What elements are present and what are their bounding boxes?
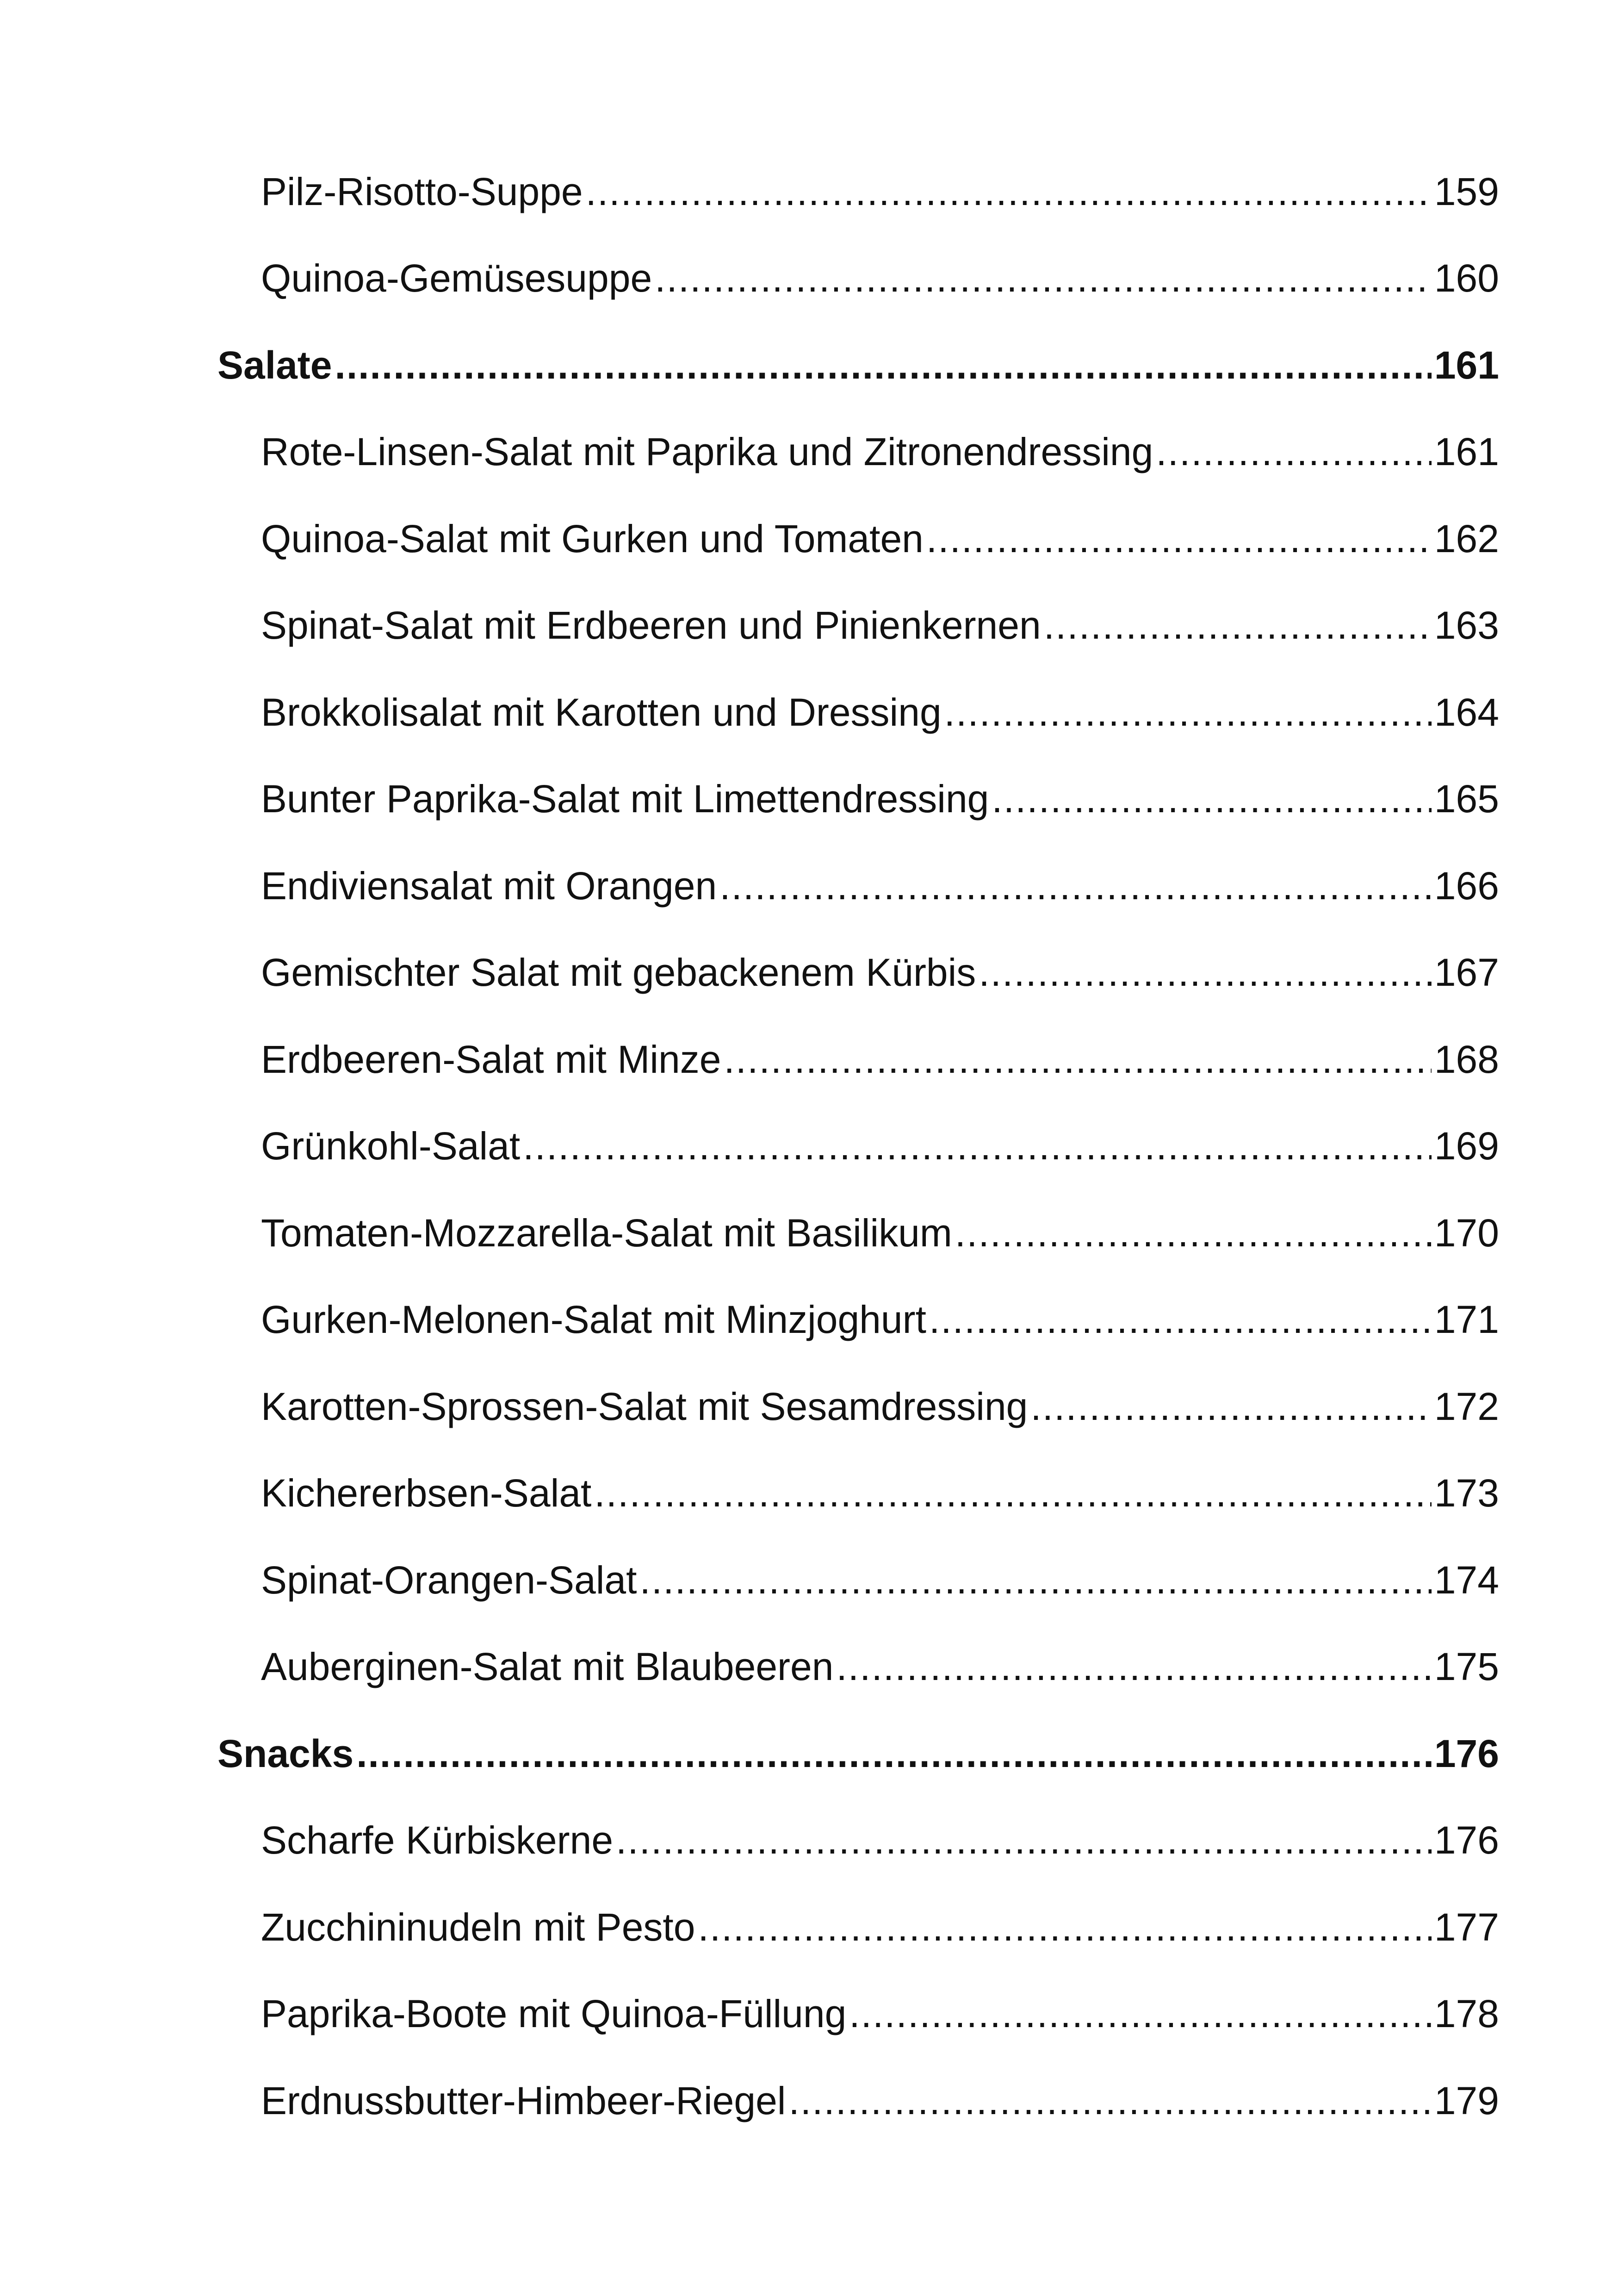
toc-entry-page: 172 <box>1434 1384 1499 1428</box>
toc-section-page: 161 <box>1434 343 1499 387</box>
toc-entry-title: Kichererbsen-Salat <box>261 1471 592 1515</box>
dot-leader <box>594 1474 1431 1512</box>
dot-leader <box>655 259 1432 298</box>
toc-entry-gurken-melonen-salat[interactable] <box>217 1276 1499 1363</box>
toc-entry-title: Auberginen-Salat mit Blaubeeren <box>261 1645 834 1689</box>
dot-leader <box>955 1213 1432 1252</box>
toc-entry-page: 161 <box>1434 430 1499 474</box>
toc-entry-page: 169 <box>1434 1124 1499 1168</box>
toc-entry-page: 173 <box>1434 1471 1499 1515</box>
toc-entry-title: Paprika-Boote mit Quinoa-Füllung <box>261 1992 847 2036</box>
dot-leader <box>1044 606 1432 645</box>
dot-leader <box>698 1908 1431 1947</box>
toc-entry-title: Karotten-Sprossen-Salat mit Sesamdressing <box>261 1384 1028 1428</box>
toc-entry-page: 159 <box>1434 169 1499 213</box>
toc-entry-title: Quinoa-Gemüsesuppe <box>261 256 652 300</box>
toc-entry-title: Gemischter Salat mit gebackenem Kürbis <box>261 951 976 995</box>
toc-entry-title: Spinat-Salat mit Erdbeeren und Pinienkernen <box>261 604 1041 647</box>
dot-leader <box>992 779 1431 818</box>
toc-entry-paprika-boote[interactable] <box>217 1971 1499 2058</box>
toc-entry-auberginen-salat[interactable] <box>217 1624 1499 1711</box>
dot-leader <box>836 1647 1431 1686</box>
toc-entry-zucchininudeln[interactable] <box>217 1884 1499 1971</box>
toc-entry-page: 174 <box>1434 1558 1499 1602</box>
toc-entry-page: 170 <box>1434 1211 1499 1255</box>
toc-entry-spinat-salat[interactable] <box>217 582 1499 669</box>
dot-leader <box>1156 432 1432 471</box>
toc-section-page: 176 <box>1434 1731 1499 1775</box>
toc-entry-page: 177 <box>1434 1905 1499 1949</box>
toc-entry-tomaten-mozzarella-salat[interactable] <box>217 1189 1499 1276</box>
dot-leader <box>944 693 1432 732</box>
toc-entry-title: Endiviensalat mit Orangen <box>261 864 717 908</box>
toc-entry-title: Zucchininudeln mit Pesto <box>261 1905 695 1949</box>
dot-leader <box>979 953 1432 992</box>
toc-entry-erdnussbutter-himbeer-riegel[interactable] <box>217 2057 1499 2144</box>
toc-entry-title: Grünkohl-Salat <box>261 1124 521 1168</box>
dot-leader <box>639 1561 1431 1599</box>
toc-entry-title: Pilz-Risotto-Suppe <box>261 169 583 213</box>
dot-leader <box>719 866 1432 905</box>
toc-entry-gruenkohl-salat[interactable] <box>217 1103 1499 1190</box>
toc-entry-page: 176 <box>1434 1818 1499 1862</box>
toc-entry-page: 164 <box>1434 690 1499 734</box>
dot-leader <box>1030 1387 1431 1426</box>
toc-entry-gemischter-salat[interactable] <box>217 929 1499 1016</box>
dot-leader <box>926 519 1432 558</box>
toc-entry-quinoa-gemuesesuppe[interactable] <box>217 235 1499 322</box>
dot-leader <box>788 2081 1431 2120</box>
toc-entry-page: 165 <box>1434 777 1499 821</box>
toc-entry-page: 171 <box>1434 1298 1499 1342</box>
toc-entry-title: Rote-Linsen-Salat mit Paprika und Zitronendressing <box>261 430 1153 474</box>
toc-entry-quinoa-salat[interactable] <box>217 495 1499 582</box>
toc-entry-scharfe-kuerbiskerne[interactable] <box>217 1797 1499 1884</box>
toc-entry-endiviensalat[interactable] <box>217 842 1499 929</box>
dot-leader <box>356 1734 1432 1773</box>
toc-entry-title: Bunter Paprika-Salat mit Limettendressing <box>261 777 989 821</box>
toc-entry-title: Quinoa-Salat mit Gurken und Tomaten <box>261 516 924 560</box>
toc-entry-page: 168 <box>1434 1037 1499 1081</box>
toc-entry-page: 179 <box>1434 2078 1499 2122</box>
dot-leader <box>335 346 1432 385</box>
toc-section-title: Snacks <box>217 1731 354 1775</box>
toc-entry-page: 175 <box>1434 1645 1499 1689</box>
toc-entry-page: 178 <box>1434 1992 1499 2036</box>
toc-entry-title: Spinat-Orangen-Salat <box>261 1558 637 1602</box>
toc-entry-spinat-orangen-salat[interactable] <box>217 1537 1499 1624</box>
toc-entry-brokkolisalat[interactable] <box>217 669 1499 756</box>
toc-entry-title: Gurken-Melonen-Salat mit Minzjoghurt <box>261 1298 926 1342</box>
dot-leader <box>849 1994 1432 2033</box>
toc-section-title: Salate <box>217 343 332 387</box>
dot-leader <box>724 1040 1431 1079</box>
toc-entry-page: 160 <box>1434 256 1499 300</box>
toc-entry-karotten-sprossen-salat[interactable] <box>217 1363 1499 1450</box>
toc-entry-title: Scharfe Kürbiskerne <box>261 1818 614 1862</box>
dot-leader <box>586 172 1432 211</box>
toc-entry-page: 167 <box>1434 951 1499 995</box>
toc-entry-page: 162 <box>1434 516 1499 560</box>
toc-entry-bunter-paprika-salat[interactable] <box>217 756 1499 843</box>
table-of-contents <box>217 148 1499 2144</box>
toc-entry-page: 166 <box>1434 864 1499 908</box>
toc-entry-title: Erdnussbutter-Himbeer-Riegel <box>261 2078 786 2122</box>
dot-leader <box>523 1126 1432 1165</box>
toc-entry-rote-linsen-salat[interactable] <box>217 409 1499 496</box>
toc-section-salate[interactable] <box>217 322 1499 409</box>
toc-section-snacks[interactable] <box>217 1710 1499 1797</box>
toc-entry-title: Erdbeeren-Salat mit Minze <box>261 1037 721 1081</box>
dot-leader <box>616 1821 1432 1860</box>
toc-entry-title: Tomaten-Mozzarella-Salat mit Basilikum <box>261 1211 952 1255</box>
dot-leader <box>929 1300 1432 1339</box>
toc-entry-kichererbsen-salat[interactable] <box>217 1450 1499 1537</box>
toc-entry-page: 163 <box>1434 604 1499 647</box>
toc-entry-pilz-risotto-suppe[interactable] <box>217 148 1499 235</box>
toc-entry-erdbeeren-salat[interactable] <box>217 1016 1499 1103</box>
toc-entry-title: Brokkolisalat mit Karotten und Dressing <box>261 690 942 734</box>
